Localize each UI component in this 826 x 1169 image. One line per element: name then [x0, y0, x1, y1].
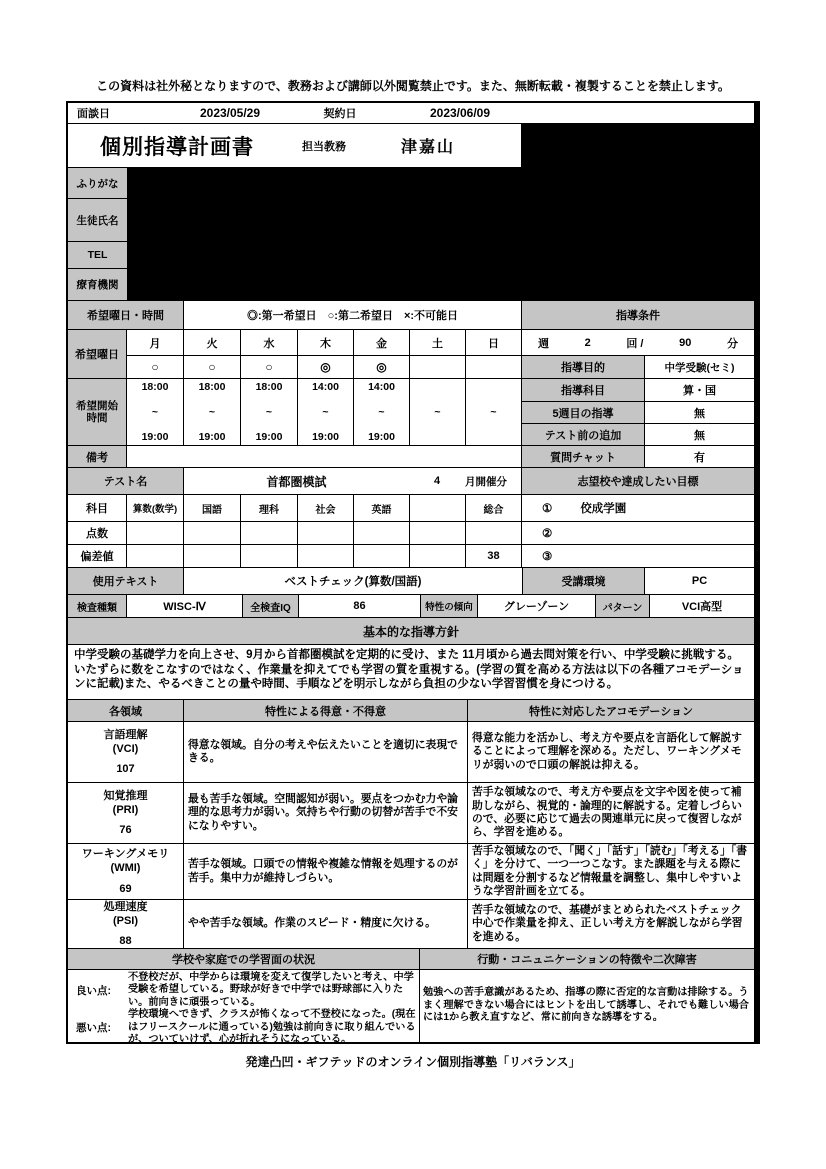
mark-thu: ◎: [298, 356, 353, 378]
remarks-label: 備考: [68, 446, 126, 467]
pattern-value: VCI高型: [650, 595, 754, 617]
conditions-header: 指導条件: [522, 301, 754, 329]
score-science: [241, 522, 297, 544]
day-wed: 水: [241, 330, 297, 355]
good-points-text: 不登校だが、中学からは環境を変えて復学したいと考え、中学受験を希望している。野球が好きで中学では野球部に入りたい。前向きに頑張っている。: [128, 972, 414, 1008]
bad-points-text: 学校環境へできず、クラスが怖くなって不登校になった。(現在はフリースクールに通っている)勉強は前向きに取り組んでいるが、ついていけず、心が折れそうになっている。: [128, 1009, 416, 1046]
mark-sun: [466, 356, 521, 378]
subjects-label: 指導科目: [522, 379, 644, 401]
mark-mon: ○: [127, 356, 183, 378]
desired-days-label: 希望曜日: [68, 330, 126, 378]
home-school-header: 学校や家庭での学習面の状況: [68, 949, 419, 969]
domains-col3-header: 特性に対応したアコモデーション: [468, 700, 754, 721]
redacted-block-student-info: [128, 168, 754, 300]
deviation-blank: [410, 545, 465, 567]
schedule-section-label: 希望曜日・時間: [68, 301, 183, 329]
environment-label: 受講環境: [523, 568, 644, 594]
deviation-row-label: 偏差値: [68, 545, 126, 567]
goal-1-text: 佼成学園: [580, 503, 627, 515]
title-row: [68, 124, 521, 167]
score-row-label: 点数: [68, 522, 126, 544]
test-month-label: 月開催分: [465, 475, 507, 488]
domain-psi-accommodation: 苦手な領域なので、基礎がまとめられたベストチェック中心で作業量を抑え、正しい考え方を解説しながら学習を進める。: [468, 900, 754, 948]
institution-label: 療育機関: [68, 269, 127, 300]
min-label: 分: [727, 337, 738, 350]
goal-3: [522, 545, 754, 567]
remarks-value: [127, 446, 521, 467]
fsiq-value: 86: [299, 595, 420, 617]
day-sat: 土: [410, 330, 465, 355]
good-points-label: 良い点:: [76, 985, 111, 998]
bad-points-label: 悪い点:: [76, 1022, 111, 1035]
contract-date-label: 契約日: [323, 108, 357, 120]
score-math: [127, 522, 183, 544]
time-wed: 18:00 ~ 19:00: [241, 379, 297, 445]
dates-row: [68, 103, 754, 123]
subject-total: 総合: [466, 495, 521, 521]
subject-social: 社会: [298, 495, 353, 521]
time-mon: 18:00 ~ 19:00: [127, 379, 183, 445]
purpose-label: 指導目的: [522, 356, 644, 378]
pattern-label: パターン: [596, 595, 649, 617]
behavior-header: 行動・コニュニケーションの特徴や二次障害: [420, 949, 754, 969]
tendency-label: 特性の傾向: [421, 595, 477, 617]
deviation-math: [127, 545, 183, 567]
deviation-total: 38: [466, 545, 521, 567]
score-social: [298, 522, 353, 544]
confidentiality-notice: この資料は社外秘となりますので、教務および講師以外閲覧禁止です。また、無断転載・複製することを禁止します。: [96, 79, 730, 93]
per-week-value: 2: [584, 336, 591, 349]
goal-2: [522, 522, 754, 544]
bad-points-row: [68, 1009, 419, 1046]
environment-value: PC: [645, 568, 754, 594]
goal-1-number: ①: [542, 503, 553, 515]
subject-japanese: 国語: [184, 495, 240, 521]
behavior-text: 勉強への苦手意識があるため、指導の際に否定的な言動は排除する。うまく理解できない場合にはヒントを出して誘導し、それでも難しい場合には1から教え直すなど、常に前向きな誘導をする。: [423, 986, 749, 1024]
furigana-label: ふりがな: [68, 168, 127, 198]
mark-wed: ○: [241, 356, 297, 378]
day-thu: 木: [298, 330, 353, 355]
deviation-science: [241, 545, 297, 567]
week-label: 週: [538, 337, 549, 350]
plan-sheet: [66, 101, 760, 1044]
score-blank: [410, 522, 465, 544]
interview-date-value: 2023/05/29: [199, 106, 261, 120]
fifth-week-label: 5週目の指導: [522, 402, 644, 423]
assessment-type-value: WISC-Ⅳ: [127, 595, 242, 617]
time-sat: ~: [410, 379, 465, 445]
fifth-week-value: 無: [645, 402, 754, 423]
day-sun: 日: [466, 330, 521, 355]
contract-date-value: 2023/06/09: [429, 106, 491, 120]
home-school-points: [68, 970, 419, 1046]
tendency-value: グレーゾーン: [478, 595, 595, 617]
document-title: 個別指導計画書: [100, 135, 254, 159]
subjects-value: 算・国: [645, 379, 754, 401]
subject-row-label: 科目: [68, 495, 126, 521]
test-month-value: 4: [433, 475, 441, 487]
behavior-text-cell: [420, 970, 754, 1042]
domain-vci-trait: 得意な領域。自分の考えや伝えたいことを適切に表現できる。: [184, 722, 467, 782]
subject-math: 算数(数学): [127, 495, 183, 521]
policy-text: 中学受験の基礎学力を向上させ、9月から首都圏模試を定期的に受け、また 11月頃から過去問対策を行い、中学受験に挑戦する。いたずらに数をこなすのではなく、作業量を抑えてでも学習の質を重視する。(学習の質を高める方法は以下の各種アコモデーションに記載)また、やるべきことの量や時間、手順などを明示しながら負担の少ない学習習慣を身につける。: [68, 645, 754, 699]
time-tue: 18:00 ~ 19:00: [184, 379, 240, 445]
domain-vci-name: 言語理解 (VCI) 107: [68, 722, 183, 782]
domains-col2-header: 特性による得意・不得意: [184, 700, 467, 721]
schedule-legend: ◎:第一希望日 ○:第二希望日 ×:不可能日: [184, 301, 521, 329]
goal-3-number: ③: [542, 551, 553, 563]
goal-1: [522, 495, 754, 521]
score-japanese: [184, 522, 240, 544]
domain-wmi-trait: 苦手な領域。口頭での情報や複雑な情報を処理するのが苦手。集中力が維持しづらい。: [184, 844, 467, 899]
test-name-value: 首都圏模試: [266, 474, 327, 489]
time-fri: 14:00 ~ 19:00: [354, 379, 409, 445]
domain-pri-name: 知覚推理 (PRI) 76: [68, 783, 183, 843]
interview-date-label: 面談日: [77, 108, 110, 120]
subject-blank: [410, 495, 465, 521]
start-time-label-line1: 希望開始: [76, 399, 118, 412]
subject-science: 理科: [241, 495, 297, 521]
good-points-row: [68, 972, 419, 1009]
goals-header: 志望校や達成したい目標: [522, 468, 754, 494]
kai-label: 回 /: [626, 337, 644, 350]
deviation-japanese: [184, 545, 240, 567]
score-total: [466, 522, 521, 544]
subject-english: 英語: [354, 495, 409, 521]
day-tue: 火: [184, 330, 240, 355]
day-fri: 金: [354, 330, 409, 355]
chat-value: 有: [645, 446, 754, 467]
mark-sat: [410, 356, 465, 378]
score-english: [354, 522, 409, 544]
domain-vci-accommodation: 得意な能力を活かし、考え方や要点を言語化して解説することによって理解を深める。ただし、ワーキングメモリが弱いので口頭の解説は抑える。: [468, 722, 754, 782]
day-mon: 月: [127, 330, 183, 355]
chat-label: 質問チャット: [522, 446, 644, 467]
assessment-type-label: 検査種類: [68, 595, 126, 617]
mark-tue: ○: [184, 356, 240, 378]
staff-name: 津嘉山: [401, 139, 456, 156]
deviation-social: [298, 545, 353, 567]
domain-psi-name: 処理速度 (PSI) 88: [68, 900, 183, 948]
staff-label: 担当教務: [302, 140, 346, 153]
domains-col1-header: 各領域: [68, 700, 183, 721]
time-thu: 14:00 ~ 19:00: [298, 379, 353, 445]
weekly-frequency: [522, 330, 754, 355]
pre-test-label: テスト前の追加: [522, 424, 644, 445]
domain-wmi-name: ワーキングメモリ (WMI) 69: [68, 844, 183, 899]
domain-psi-trait: やや苦手な領域。作業のスピード・精度に欠ける。: [184, 900, 467, 948]
textbook-value: ベストチェック(算数/国語): [184, 568, 522, 594]
test-name-label: テスト名: [68, 468, 183, 494]
fsiq-label: 全検査IQ: [243, 595, 298, 617]
mark-fri: ◎: [354, 356, 409, 378]
minutes-value: 90: [679, 336, 692, 349]
redacted-block-header: [522, 124, 754, 167]
policy-header: 基本的な指導方針: [68, 618, 754, 644]
deviation-english: [354, 545, 409, 567]
domain-pri-trait: 最も苦手な領域。空間認知が弱い。要点をつかむ力や論理的な思考力が弱い。気持ちや行動の切替が苦手で不安になりやすい。: [184, 783, 467, 843]
pre-test-value: 無: [645, 424, 754, 445]
start-time-label-line2: 時間: [86, 412, 108, 424]
start-time-label: [68, 379, 126, 445]
textbook-label: 使用テキスト: [68, 568, 183, 594]
time-sun: ~: [466, 379, 521, 445]
test-name-row: [184, 468, 521, 494]
purpose-value: 中学受験(セミ): [645, 356, 754, 378]
domain-pri-accommodation: 苦手な領域なので、考え方や要点を文字や図を使って補助しながら、視覚的・論理的に解説する。定着しづらいので、必要に応じて過去の関連単元に戻って復習しながら、学習を進める。: [468, 783, 754, 843]
student-name-label: 生徒氏名: [68, 199, 127, 241]
domain-wmi-accommodation: 苦手な領域なので、「聞く」「話す」「読む」「考える」「書く」を分けて、一つ一つこなす。また課題を与える際には問題を分割するなど情報量を調整し、集中しやすいような学習計画を立てる。: [468, 844, 754, 899]
tel-label: TEL: [68, 242, 127, 268]
goal-2-number: ②: [542, 528, 553, 540]
footer-brand: 発達凸凹・ギフテッドのオンライン個別指導塾「リバランス」: [245, 1055, 581, 1069]
